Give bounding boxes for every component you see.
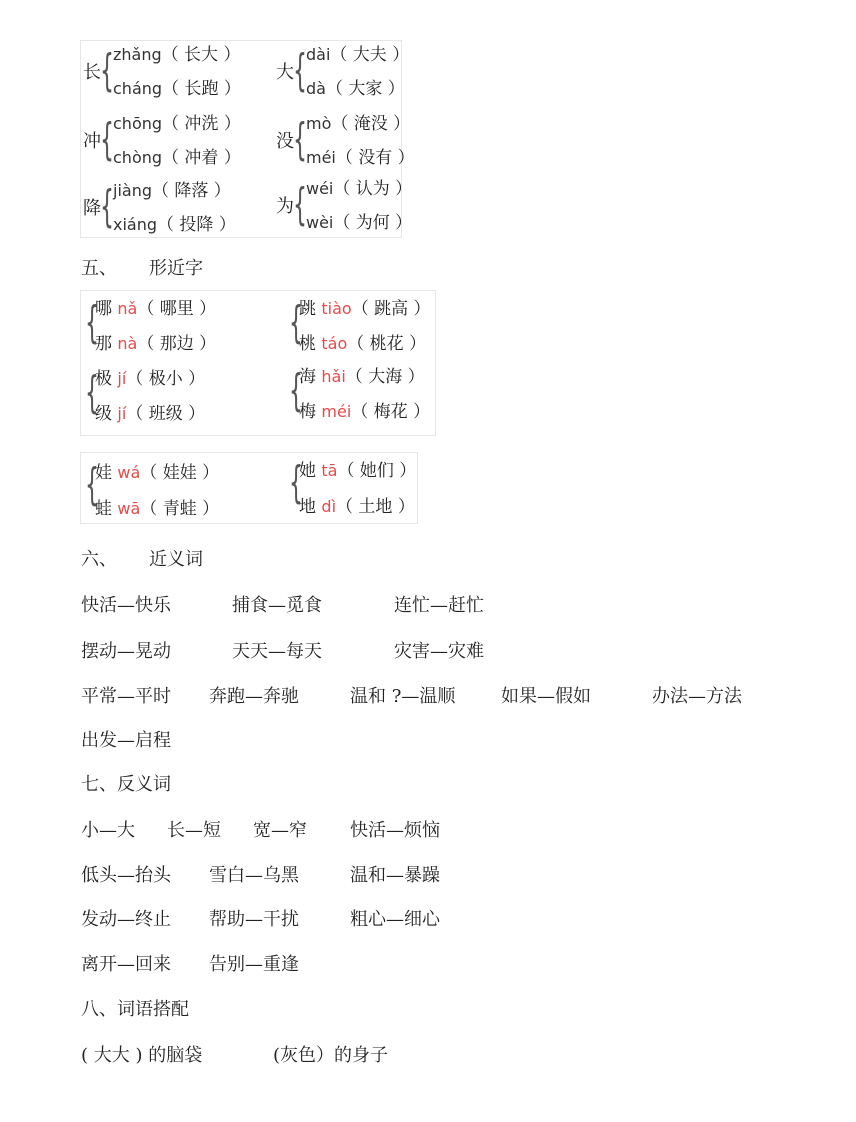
polyphone-line: zhǎng（ 长大 ）	[113, 45, 241, 65]
word-pair: 温和 ?—温顺	[350, 686, 456, 707]
brace-icon: {	[100, 45, 114, 96]
polyphone-line: mò（ 淹没 ）	[306, 114, 411, 134]
word-pair: 出发—启程	[81, 730, 171, 751]
similar-line: 那 nà（ 那边 ）	[95, 334, 217, 354]
word-pair: 离开—回来	[81, 954, 171, 975]
section-heading-5: 五、 形近字	[81, 258, 203, 279]
brace-icon: {	[289, 457, 303, 508]
polyphone-line: méi（ 没有 ）	[306, 148, 415, 168]
polyphone-line: dài（ 大夫 ）	[306, 45, 410, 65]
word-pair: 温和—暴躁	[350, 865, 440, 886]
similar-line: 梅 méi（ 梅花 ）	[299, 402, 431, 422]
similar-line: 级 jí（ 班级 ）	[95, 404, 206, 424]
brace-icon: {	[293, 45, 307, 96]
brace-icon: {	[293, 179, 307, 230]
section-heading-7: 七、反义词	[81, 774, 171, 795]
brace-icon: {	[293, 114, 307, 165]
word-pair: 快活—烦恼	[350, 820, 440, 841]
brace-icon: {	[100, 181, 114, 232]
polyphone-line: wéi（ 认为 ）	[306, 179, 413, 199]
word-pair: 帮助—干扰	[209, 909, 299, 930]
brace-icon: {	[289, 365, 303, 416]
word-pair: 连忙—赶忙	[394, 595, 484, 616]
similar-line: 海 hǎi（ 大海 ）	[299, 367, 425, 387]
word-pair: 办法—方法	[652, 686, 742, 707]
polyphone-line: cháng（ 长跑 ）	[113, 79, 241, 99]
word-pair: 灾害—灾难	[394, 641, 484, 662]
brace-icon: {	[85, 367, 99, 418]
section-heading-6: 六、 近义词	[81, 549, 203, 570]
similar-line: 娃 wá（ 娃娃 ）	[95, 463, 220, 483]
brace-icon: {	[100, 114, 114, 165]
polyphone-line: wèi（ 为何 ）	[306, 213, 413, 233]
polyphone-char: 降	[83, 198, 101, 219]
polyphone-line: xiáng（ 投降 ）	[113, 215, 236, 235]
polyphone-line: jiàng（ 降落 ）	[113, 181, 231, 201]
word-pair: 小—大	[81, 820, 135, 841]
polyphone-line: chōng（ 冲洗 ）	[113, 114, 241, 134]
collocation: (灰色）的身子	[273, 1045, 389, 1066]
similar-line: 她 tā（ 她们 ）	[299, 461, 417, 481]
word-pair: 快活—快乐	[81, 595, 171, 616]
word-pair: 低头—抬头	[81, 865, 171, 886]
similar-line: 桃 táo（ 桃花 ）	[299, 334, 427, 354]
word-pair: 天天—每天	[232, 641, 322, 662]
collocation: ( 大大 ) 的脑袋	[81, 1045, 203, 1066]
word-pair: 如果—假如	[501, 686, 591, 707]
word-pair: 长—短	[167, 820, 221, 841]
word-pair: 告别—重逢	[209, 954, 299, 975]
similar-line: 极 jí（ 极小 ）	[95, 369, 206, 389]
brace-icon: {	[289, 297, 303, 348]
similar-line: 哪 nǎ（ 哪里 ）	[95, 299, 217, 319]
word-pair: 摆动—晃动	[81, 641, 171, 662]
similar-line: 蛙 wā（ 青蛙 ）	[95, 499, 220, 519]
section-heading-8: 八、词语搭配	[81, 999, 189, 1020]
word-pair: 雪白—乌黑	[209, 865, 299, 886]
word-pair: 奔跑—奔驰	[209, 686, 299, 707]
word-pair: 发动—终止	[81, 909, 171, 930]
brace-icon: {	[85, 459, 99, 510]
polyphone-char: 大	[276, 62, 294, 83]
word-pair: 粗心—细心	[350, 909, 440, 930]
polyphone-char: 长	[83, 62, 101, 83]
word-pair: 平常—平时	[81, 686, 171, 707]
polyphone-char: 没	[276, 131, 294, 152]
word-pair: 宽—窄	[253, 820, 307, 841]
word-pair: 捕食—觅食	[232, 595, 322, 616]
similar-line: 地 dì（ 土地 ）	[299, 497, 415, 517]
polyphone-box	[80, 40, 415, 238]
polyphone-char: 为	[276, 196, 294, 217]
polyphone-line: dà（ 大家 ）	[306, 79, 405, 99]
similar-chars-box	[80, 452, 418, 524]
polyphone-char: 冲	[83, 131, 101, 152]
similar-chars-box	[80, 290, 436, 436]
brace-icon: {	[85, 297, 99, 348]
polyphone-line: chòng（ 冲着 ）	[113, 148, 241, 168]
similar-line: 跳 tiào（ 跳高 ）	[299, 299, 431, 319]
